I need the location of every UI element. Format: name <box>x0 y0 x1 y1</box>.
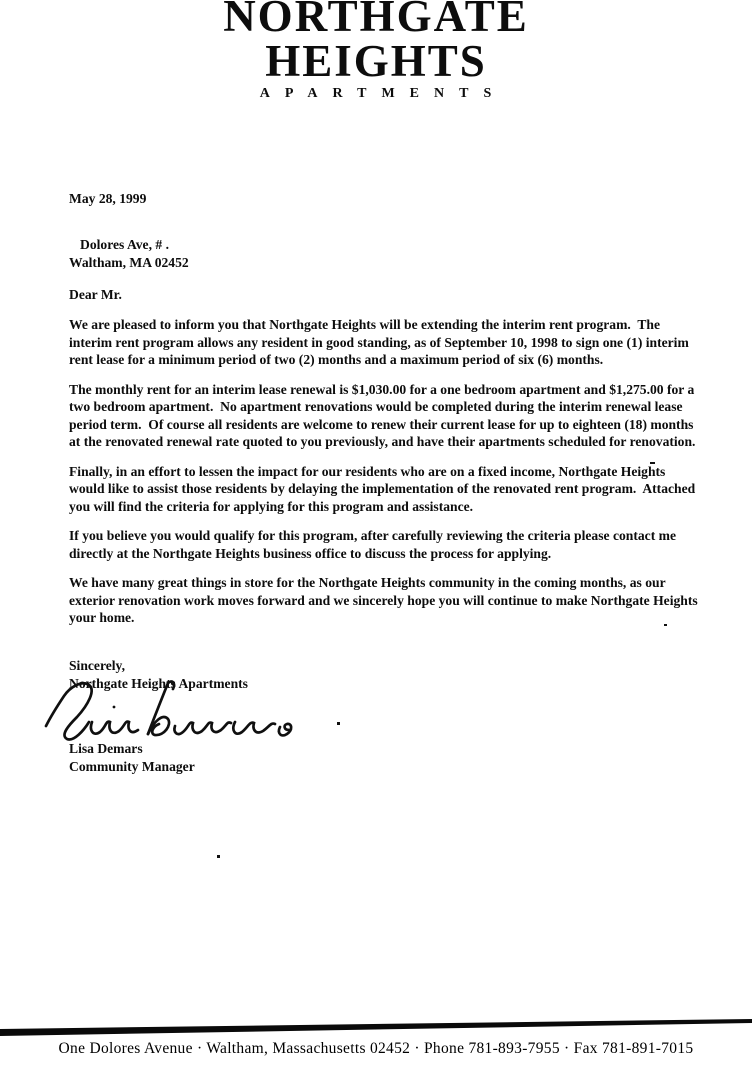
letter-body <box>69 316 702 639</box>
footer-contact-line: One Dolores Avenue · Waltham, Massachusetts 02452 · Phone 781-893-7955 · Fax 781-891-7015 <box>58 1040 694 1057</box>
recipient-address <box>69 236 189 271</box>
scan-artifact <box>217 855 220 858</box>
letter-paragraph: We are pleased to inform you that Northgate Heights will be extending the interim rent program. The interim rent program allows any resident in good standing, as of September 10, 1998 to sign one (1) interim rent lease for a minimum period of two (2) months and a maximum period of six (6) months. <box>69 317 693 367</box>
scan-artifact <box>337 722 340 725</box>
handwritten-signature <box>44 678 312 748</box>
scan-artifact <box>650 462 655 464</box>
letterhead-subtitle: APARTMENTS <box>259 86 507 101</box>
signer-title: Community Manager <box>69 758 195 774</box>
signer <box>69 740 195 775</box>
letter-paragraph: Finally, in an effort to lessen the impact for our residents who are on a fixed income, Northgate Heights would like to assist those residents by delaying the implementation of the renovated rent program. Attached you will find the criteria for applying for this program and assistance. <box>69 463 699 514</box>
letter-paragraph: If you believe you would qualify for this program, after carefully reviewing the criteria please contact me directly at the Northgate Heights business office to discuss the process for applying. <box>69 528 680 561</box>
signer-name: Lisa Demars <box>69 741 143 756</box>
letterhead <box>0 0 752 102</box>
recipient-address-line1: Dolores Ave, # . <box>80 237 169 252</box>
recipient-address-line2: Waltham, MA 02452 <box>69 254 189 270</box>
salutation: Dear Mr. <box>69 287 122 302</box>
letterhead-name-line1: NORTHGATE <box>223 0 529 41</box>
closing-company: Northgate Heights Apartments <box>69 675 248 691</box>
letter-paragraph: We have many great things in store for the Northgate Heights community in the coming months, as our exterior renovation work moves forward and we sincerely hope you will continue to make Northgate Heights your home. <box>69 575 702 625</box>
scan-artifact <box>664 624 667 626</box>
letterhead-name-line2: HEIGHTS <box>265 36 487 86</box>
closing-sincerely: Sincerely, <box>69 658 126 673</box>
footer-divider <box>0 1018 752 1038</box>
letter-date: May 28, 1999 <box>69 191 147 206</box>
letter-paragraph: The monthly rent for an interim lease renewal is $1,030.00 for a one bedroom apartment and $1,275.00 for a two bedroom apartment. No apartment renovations would be completed during the interim renewal lease period term. Of course all residents are welcome to renew their current lease for up to eighteen (18) months at the renovated renewal rate quoted to you previously, and have their apartments scheduled for renovation. <box>69 381 698 449</box>
